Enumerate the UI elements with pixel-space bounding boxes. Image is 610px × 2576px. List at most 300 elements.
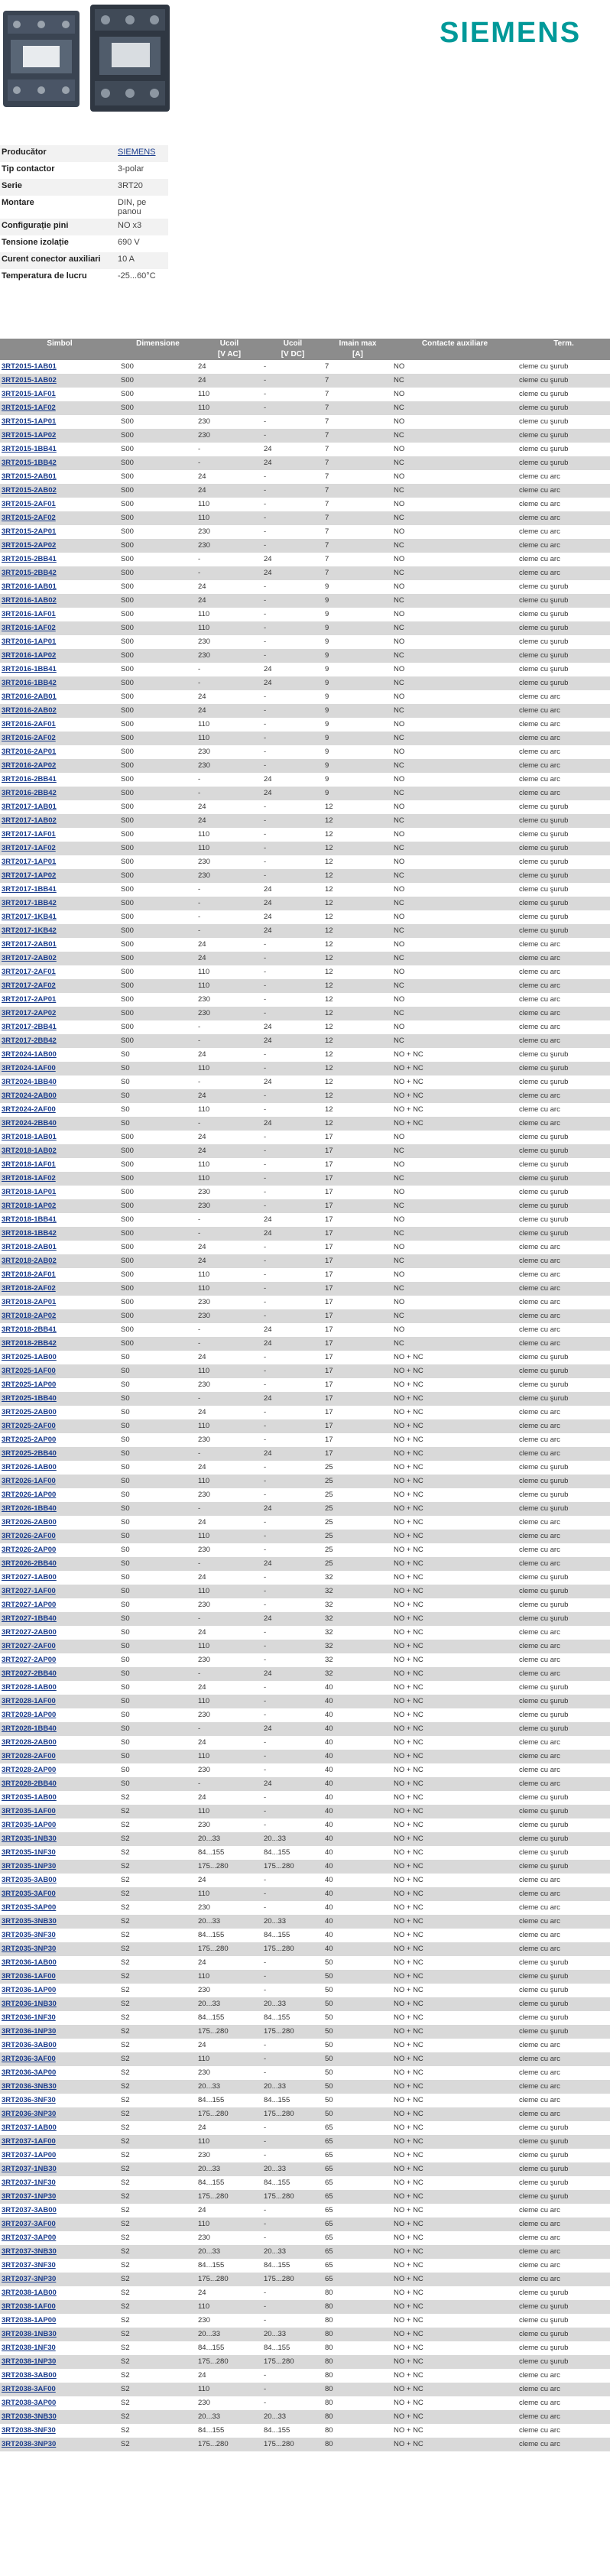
cell-ucoil-ac: 230	[196, 1199, 262, 1213]
cell-aux-contacts: NO	[392, 580, 518, 594]
cell-ucoil-ac: 230	[196, 1543, 262, 1557]
cell-imain: 40	[323, 1708, 392, 1722]
product-link[interactable]: 3RT2035-1NP30	[2, 1862, 57, 1870]
product-link[interactable]: 3RT2037-1NP30	[2, 2192, 57, 2201]
cell-symbol	[0, 1970, 119, 1984]
cell-terminal: cleme cu şurub	[518, 2286, 610, 2300]
table-row	[0, 1378, 610, 1392]
product-link[interactable]: 3RT2037-3NP30	[2, 2275, 57, 2283]
table-row	[0, 1034, 610, 1048]
product-link[interactable]: 3RT2028-2BB40	[2, 1780, 57, 1788]
product-link[interactable]: 3RT2015-2AP02	[2, 541, 57, 550]
cell-symbol	[0, 1048, 119, 1062]
cell-dimension: S2	[119, 2218, 196, 2231]
product-link[interactable]: 3RT2038-3AF00	[2, 2385, 56, 2393]
cell-symbol	[0, 1502, 119, 1516]
product-link[interactable]: 3RT2035-1NB30	[2, 1835, 57, 1843]
product-link[interactable]: 3RT2016-1AP01	[2, 638, 57, 646]
cell-imain: 17	[323, 1186, 392, 1199]
product-link[interactable]: 3RT2027-1BB40	[2, 1614, 57, 1623]
product-link[interactable]: 3RT2015-1AB01	[2, 362, 57, 371]
cell-ucoil-ac: 230	[196, 1901, 262, 1915]
cell-symbol	[0, 1268, 119, 1282]
cell-imain: 40	[323, 1681, 392, 1695]
product-link[interactable]: 3RT2016-1AF01	[2, 610, 56, 618]
cell-ucoil-ac: 110	[196, 965, 262, 979]
table-row	[0, 2080, 610, 2094]
product-link[interactable]: 3RT2015-2AF02	[2, 514, 56, 522]
product-link[interactable]: 3RT2017-2BB42	[2, 1037, 57, 1045]
product-link[interactable]: 3RT2037-1AF00	[2, 2137, 56, 2146]
cell-symbol	[0, 1997, 119, 2011]
cell-imain: 50	[323, 2107, 392, 2121]
cell-imain: 17	[323, 1213, 392, 1227]
cell-aux-contacts: NO + NC	[392, 1695, 518, 1708]
product-link[interactable]: 3RT2037-1NB30	[2, 2165, 57, 2173]
product-link[interactable]: 3RT2027-1AF00	[2, 1587, 56, 1595]
cell-ucoil-dc: -	[262, 1887, 323, 1901]
cell-symbol	[0, 1131, 119, 1144]
product-link[interactable]: 3RT2016-2AB02	[2, 706, 57, 715]
cell-symbol	[0, 2149, 119, 2162]
cell-imain: 25	[323, 1475, 392, 1488]
cell-terminal: cleme cu arc	[518, 1667, 610, 1681]
product-link[interactable]: 3RT2037-3AB00	[2, 2206, 57, 2214]
product-link[interactable]: 3RT2017-1BB41	[2, 885, 57, 894]
product-link[interactable]: 3RT2038-3NF30	[2, 2426, 56, 2435]
product-link[interactable]: 3RT2035-1AB00	[2, 1793, 57, 1802]
cell-imain: 32	[323, 1612, 392, 1626]
product-link[interactable]: 3RT2018-2BB41	[2, 1325, 57, 1334]
product-link[interactable]: 3RT2016-1AB01	[2, 582, 57, 591]
cell-dimension: S2	[119, 2355, 196, 2369]
product-link[interactable]: 3RT2024-2BB40	[2, 1119, 57, 1127]
cell-symbol	[0, 1475, 119, 1488]
cell-dimension: S00	[119, 979, 196, 993]
cell-imain: 32	[323, 1626, 392, 1640]
cell-ucoil-dc: 24	[262, 910, 323, 924]
product-link[interactable]: 3RT2026-1AB00	[2, 1463, 57, 1471]
cell-aux-contacts: NO + NC	[392, 2438, 518, 2451]
product-link[interactable]: 3RT2018-1AF02	[2, 1174, 56, 1183]
cell-ucoil-ac: 84...155	[196, 1846, 262, 1860]
cell-ucoil-ac: 24	[196, 1874, 262, 1887]
product-link[interactable]: 3RT2017-2AP02	[2, 1009, 57, 1017]
cell-symbol	[0, 938, 119, 952]
product-link[interactable]: 3RT2025-1AB00	[2, 1353, 57, 1361]
cell-symbol	[0, 1117, 119, 1131]
product-link[interactable]: 3RT2016-1BB41	[2, 665, 57, 673]
cell-ucoil-dc: 24	[262, 1777, 323, 1791]
product-link[interactable]: 3RT2035-3NB30	[2, 1917, 57, 1926]
cell-symbol	[0, 1585, 119, 1598]
product-link[interactable]: 3RT2015-1BB42	[2, 459, 57, 467]
product-link[interactable]: 3RT2037-1NF30	[2, 2179, 56, 2187]
cell-ucoil-ac: 175...280	[196, 2190, 262, 2204]
cell-dimension: S00	[119, 993, 196, 1007]
manufacturer-link[interactable]: SIEMENS	[118, 148, 156, 157]
product-link[interactable]: 3RT2016-2AF02	[2, 734, 56, 742]
cell-terminal: cleme cu arc	[518, 511, 610, 525]
product-link[interactable]: 3RT2016-2AF01	[2, 720, 56, 728]
product-link[interactable]: 3RT2038-1AB00	[2, 2289, 57, 2297]
product-link[interactable]: 3RT2016-2BB42	[2, 789, 57, 797]
cell-symbol	[0, 2328, 119, 2341]
cell-symbol	[0, 2300, 119, 2314]
cell-symbol	[0, 2259, 119, 2273]
cell-imain: 50	[323, 2080, 392, 2094]
cell-aux-contacts: NC	[392, 1144, 518, 1158]
product-link[interactable]: 3RT2038-1AP00	[2, 2316, 57, 2325]
cell-ucoil-dc: 84...155	[262, 2094, 323, 2107]
cell-aux-contacts: NO + NC	[392, 2025, 518, 2039]
product-link[interactable]: 3RT2017-2AF01	[2, 968, 56, 976]
product-link[interactable]: 3RT2018-1AP02	[2, 1202, 57, 1210]
product-link[interactable]: 3RT2028-2AP00	[2, 1766, 57, 1774]
product-link[interactable]: 3RT2026-2BB40	[2, 1559, 57, 1568]
cell-aux-contacts: NO + NC	[392, 2080, 518, 2094]
table-row	[0, 1475, 610, 1488]
cell-aux-contacts: NO + NC	[392, 1598, 518, 1612]
product-link[interactable]: 3RT2017-2AB01	[2, 940, 57, 949]
product-link[interactable]: 3RT2015-1AP02	[2, 431, 57, 440]
product-link[interactable]: 3RT2027-2AF00	[2, 1642, 56, 1650]
product-link[interactable]: 3RT2015-1AF02	[2, 404, 56, 412]
product-link[interactable]: 3RT2035-3NF30	[2, 1931, 56, 1939]
product-link[interactable]: 3RT2036-3NF30	[2, 2096, 56, 2104]
product-link[interactable]: 3RT2024-1BB40	[2, 1078, 57, 1086]
product-link[interactable]: 3RT2025-2AB00	[2, 1408, 57, 1416]
product-link[interactable]: 3RT2017-1AB02	[2, 816, 57, 825]
product-link[interactable]: 3RT2018-1AP01	[2, 1188, 57, 1196]
cell-symbol	[0, 1158, 119, 1172]
product-link[interactable]: 3RT2036-3AB00	[2, 2041, 57, 2049]
cell-imain: 17	[323, 1378, 392, 1392]
cell-ucoil-ac: 24	[196, 2286, 262, 2300]
cell-symbol	[0, 1186, 119, 1199]
product-link[interactable]: 3RT2038-1AF00	[2, 2302, 56, 2311]
product-link[interactable]: 3RT2025-1AF00	[2, 1367, 56, 1375]
product-link[interactable]: 3RT2038-3AB00	[2, 2371, 57, 2380]
cell-aux-contacts: NO	[392, 910, 518, 924]
table-row	[0, 2396, 610, 2410]
cell-terminal: cleme cu arc	[518, 1530, 610, 1543]
product-link[interactable]: 3RT2036-1AP00	[2, 1986, 57, 1994]
product-link[interactable]: 3RT2027-2BB40	[2, 1669, 57, 1678]
product-link[interactable]: 3RT2025-1AP00	[2, 1380, 57, 1389]
product-link[interactable]: 3RT2028-2AB00	[2, 1738, 57, 1747]
cell-ucoil-dc: -	[262, 1007, 323, 1020]
product-link[interactable]: 3RT2038-3NP30	[2, 2440, 57, 2448]
product-link[interactable]: 3RT2038-1NF30	[2, 2344, 56, 2352]
product-link[interactable]: 3RT2036-3AF00	[2, 2055, 56, 2063]
product-link[interactable]: 3RT2027-1AB00	[2, 1573, 57, 1582]
product-link[interactable]: 3RT2037-3AF00	[2, 2220, 56, 2228]
cell-terminal: cleme cu arc	[518, 2039, 610, 2052]
product-link[interactable]: 3RT2025-1BB40	[2, 1394, 57, 1403]
cell-symbol	[0, 1351, 119, 1364]
product-link[interactable]: 3RT2026-1AF00	[2, 1477, 56, 1485]
product-link[interactable]: 3RT2015-2AB02	[2, 486, 57, 495]
product-link[interactable]: 3RT2016-2AP02	[2, 761, 57, 770]
cell-symbol	[0, 2424, 119, 2438]
table-row	[0, 690, 610, 704]
cell-symbol	[0, 1075, 119, 1089]
product-link[interactable]: 3RT2017-1AP01	[2, 858, 57, 866]
cell-ucoil-ac: 175...280	[196, 2107, 262, 2121]
cell-ucoil-ac: -	[196, 1502, 262, 1516]
cell-dimension: S0	[119, 1667, 196, 1681]
cell-terminal: cleme cu şurub	[518, 869, 610, 883]
product-link[interactable]: 3RT2024-2AF00	[2, 1105, 56, 1114]
table-row	[0, 842, 610, 855]
product-link[interactable]: 3RT2038-3NB30	[2, 2412, 57, 2421]
cell-terminal: cleme cu arc	[518, 1282, 610, 1296]
product-link[interactable]: 3RT2026-1AP00	[2, 1491, 57, 1499]
product-link[interactable]: 3RT2015-1AF01	[2, 390, 56, 398]
cell-dimension: S00	[119, 910, 196, 924]
product-link[interactable]: 3RT2038-3AP00	[2, 2399, 57, 2407]
cell-ucoil-dc: -	[262, 1144, 323, 1158]
cell-terminal: cleme cu şurub	[518, 360, 610, 374]
product-link[interactable]: 3RT2036-3NB30	[2, 2082, 57, 2091]
cell-ucoil-dc: -	[262, 2066, 323, 2080]
product-link[interactable]: 3RT2018-1BB41	[2, 1215, 57, 1224]
product-link[interactable]: 3RT2018-1BB42	[2, 1229, 57, 1238]
cell-dimension: S2	[119, 1970, 196, 1984]
table-row	[0, 855, 610, 869]
table-row	[0, 1392, 610, 1406]
cell-aux-contacts: NO + NC	[392, 2396, 518, 2410]
cell-ucoil-ac: 24	[196, 2121, 262, 2135]
cell-ucoil-ac: 230	[196, 415, 262, 429]
product-link[interactable]: 3RT2018-1AB02	[2, 1147, 57, 1155]
cell-symbol	[0, 1874, 119, 1887]
cell-terminal: cleme cu arc	[518, 1543, 610, 1557]
product-link[interactable]: 3RT2017-1AF01	[2, 830, 56, 839]
table-row	[0, 1158, 610, 1172]
cell-dimension: S2	[119, 2286, 196, 2300]
product-link[interactable]: 3RT2035-3AP00	[2, 1903, 57, 1912]
table-row	[0, 553, 610, 566]
product-link[interactable]: 3RT2028-2AF00	[2, 1752, 56, 1760]
product-link[interactable]: 3RT2015-2AP01	[2, 527, 57, 536]
cell-dimension: S00	[119, 484, 196, 498]
cell-aux-contacts: NO + NC	[392, 2149, 518, 2162]
cell-dimension: S00	[119, 732, 196, 745]
product-link[interactable]: 3RT2028-1AP00	[2, 1711, 57, 1719]
product-link[interactable]: 3RT2015-2AB01	[2, 472, 57, 481]
product-link[interactable]: 3RT2028-1BB40	[2, 1724, 57, 1733]
cell-imain: 32	[323, 1585, 392, 1598]
cell-ucoil-dc: 20...33	[262, 2162, 323, 2176]
product-link[interactable]: 3RT2015-2BB42	[2, 569, 57, 577]
cell-ucoil-ac: -	[196, 1777, 262, 1791]
product-link[interactable]: 3RT2017-1KB41	[2, 913, 57, 921]
cell-ucoil-ac: 110	[196, 979, 262, 993]
product-link[interactable]: 3RT2028-1AF00	[2, 1697, 56, 1705]
cell-dimension: S00	[119, 1131, 196, 1144]
table-row	[0, 1364, 610, 1378]
cell-ucoil-ac: 230	[196, 1708, 262, 1722]
unit-cell	[518, 349, 610, 360]
product-link[interactable]: 3RT2016-1AB02	[2, 596, 57, 605]
product-link[interactable]: 3RT2026-2AB00	[2, 1518, 57, 1526]
cell-aux-contacts: NO + NC	[392, 1708, 518, 1722]
product-link[interactable]: 3RT2025-2BB40	[2, 1449, 57, 1458]
cell-aux-contacts: NC	[392, 869, 518, 883]
cell-ucoil-ac: 230	[196, 745, 262, 759]
table-row	[0, 869, 610, 883]
product-link[interactable]: 3RT2015-1AP01	[2, 417, 57, 426]
cell-terminal: cleme cu şurub	[518, 2314, 610, 2328]
table-row	[0, 2190, 610, 2204]
product-link[interactable]: 3RT2024-2AB00	[2, 1092, 57, 1100]
cell-imain: 65	[323, 2162, 392, 2176]
cell-ucoil-dc: 24	[262, 1020, 323, 1034]
table-row	[0, 594, 610, 608]
product-link[interactable]: 3RT2018-1AF01	[2, 1160, 56, 1169]
product-link[interactable]: 3RT2015-2AF01	[2, 500, 56, 508]
cell-symbol	[0, 1543, 119, 1557]
cell-aux-contacts: NO + NC	[392, 1530, 518, 1543]
cell-symbol	[0, 2341, 119, 2355]
product-link[interactable]: 3RT2018-2AF02	[2, 1284, 56, 1293]
product-link[interactable]: 3RT2035-1AF00	[2, 1807, 56, 1815]
product-link[interactable]: 3RT2016-1BB42	[2, 679, 57, 687]
product-link[interactable]: 3RT2016-2AP01	[2, 748, 57, 756]
cell-aux-contacts: NO + NC	[392, 1984, 518, 1997]
product-link[interactable]: 3RT2035-1NF30	[2, 1848, 56, 1857]
product-link[interactable]: 3RT2016-2BB41	[2, 775, 57, 784]
table-row	[0, 1433, 610, 1447]
product-link[interactable]: 3RT2026-2AF00	[2, 1532, 56, 1540]
cell-imain: 12	[323, 855, 392, 869]
table-row	[0, 718, 610, 732]
product-link[interactable]: 3RT2035-3AF00	[2, 1890, 56, 1898]
product-link[interactable]: 3RT2024-1AB00	[2, 1050, 57, 1059]
cell-dimension: S00	[119, 965, 196, 979]
product-link[interactable]: 3RT2036-1NP30	[2, 2027, 57, 2036]
table-row	[0, 1970, 610, 1984]
cell-ucoil-dc: 24	[262, 566, 323, 580]
product-link[interactable]: 3RT2027-1AP00	[2, 1601, 57, 1609]
cell-terminal: cleme cu şurub	[518, 401, 610, 415]
product-link[interactable]: 3RT2017-1AP02	[2, 871, 57, 880]
product-link[interactable]: 3RT2015-2BB41	[2, 555, 57, 563]
cell-imain: 65	[323, 2273, 392, 2286]
product-link[interactable]: 3RT2025-2AF00	[2, 1422, 56, 1430]
product-link[interactable]: 3RT2036-1AF00	[2, 1972, 56, 1981]
product-link[interactable]: 3RT2018-2AF01	[2, 1270, 56, 1279]
product-link[interactable]: 3RT2024-1AF00	[2, 1064, 56, 1072]
cell-dimension: S0	[119, 1626, 196, 1640]
product-link[interactable]: 3RT2038-1NP30	[2, 2357, 57, 2366]
product-link[interactable]: 3RT2037-1AP00	[2, 2151, 57, 2159]
product-link[interactable]: 3RT2037-1AB00	[2, 2123, 57, 2132]
cell-terminal: cleme cu şurub	[518, 663, 610, 676]
product-link[interactable]: 3RT2016-1AF02	[2, 624, 56, 632]
cell-imain: 7	[323, 511, 392, 525]
product-link[interactable]: 3RT2015-1AB02	[2, 376, 57, 384]
product-link[interactable]: 3RT2036-3NP30	[2, 2110, 57, 2118]
product-link[interactable]: 3RT2017-2AF02	[2, 981, 56, 990]
cell-dimension: S00	[119, 814, 196, 828]
product-link[interactable]: 3RT2017-1KB42	[2, 926, 57, 935]
cell-imain: 50	[323, 1956, 392, 1970]
cell-symbol	[0, 1172, 119, 1186]
product-link[interactable]: 3RT2036-1AB00	[2, 1958, 57, 1967]
product-link[interactable]: 3RT2017-1AF02	[2, 844, 56, 852]
cell-terminal: cleme cu şurub	[518, 2025, 610, 2039]
product-link[interactable]: 3RT2026-1BB40	[2, 1504, 57, 1513]
product-link[interactable]: 3RT2018-2AB01	[2, 1243, 57, 1251]
product-link[interactable]: 3RT2026-2AP00	[2, 1546, 57, 1554]
cell-symbol	[0, 1887, 119, 1901]
cell-imain: 12	[323, 1103, 392, 1117]
cell-ucoil-ac: 175...280	[196, 2273, 262, 2286]
product-link[interactable]: 3RT2015-1BB41	[2, 445, 57, 453]
cell-ucoil-dc: -	[262, 1419, 323, 1433]
product-link[interactable]: 3RT2017-1BB42	[2, 899, 57, 907]
table-row	[0, 1309, 610, 1323]
cell-terminal: cleme cu şurub	[518, 1158, 610, 1172]
cell-imain: 25	[323, 1530, 392, 1543]
product-link[interactable]: 3RT2018-2AP01	[2, 1298, 57, 1306]
product-link[interactable]: 3RT2017-2AB02	[2, 954, 57, 962]
product-link[interactable]: 3RT2018-2BB42	[2, 1339, 57, 1348]
product-link[interactable]: 3RT2018-1AB01	[2, 1133, 57, 1141]
cell-ucoil-ac: 110	[196, 1640, 262, 1653]
cell-terminal: cleme cu şurub	[518, 1364, 610, 1378]
cell-symbol	[0, 1419, 119, 1433]
product-link[interactable]: 3RT2017-2AP01	[2, 995, 57, 1004]
cell-aux-contacts: NC	[392, 511, 518, 525]
product-link[interactable]: 3RT2037-3AP00	[2, 2234, 57, 2242]
product-link[interactable]: 3RT2035-1AP00	[2, 1821, 57, 1829]
cell-ucoil-dc: -	[262, 1048, 323, 1062]
product-link[interactable]: 3RT2037-3NF30	[2, 2261, 56, 2269]
product-link[interactable]: 3RT2035-3NP30	[2, 1945, 57, 1953]
product-link[interactable]: 3RT2018-2AP02	[2, 1312, 57, 1320]
product-link[interactable]: 3RT2035-3AB00	[2, 1876, 57, 1884]
product-link[interactable]: 3RT2018-2AB02	[2, 1257, 57, 1265]
product-link[interactable]: 3RT2036-1NB30	[2, 2000, 57, 2008]
product-link[interactable]: 3RT2017-2BB41	[2, 1023, 57, 1031]
cell-symbol	[0, 814, 119, 828]
product-link[interactable]: 3RT2027-2AB00	[2, 1628, 57, 1637]
product-link[interactable]: 3RT2036-1NF30	[2, 2013, 56, 2022]
cell-ucoil-dc: 24	[262, 1117, 323, 1131]
product-link[interactable]: 3RT2025-2AP00	[2, 1436, 57, 1444]
product-link[interactable]: 3RT2016-1AP02	[2, 651, 57, 660]
product-link[interactable]: 3RT2036-3AP00	[2, 2068, 57, 2077]
product-link[interactable]: 3RT2016-2AB01	[2, 693, 57, 701]
cell-symbol	[0, 374, 119, 388]
product-link[interactable]: 3RT2017-1AB01	[2, 803, 57, 811]
cell-ucoil-dc: 20...33	[262, 1915, 323, 1929]
cell-ucoil-ac: 230	[196, 2231, 262, 2245]
spec-row	[0, 269, 168, 286]
cell-dimension: S00	[119, 553, 196, 566]
cell-symbol	[0, 787, 119, 800]
product-link[interactable]: 3RT2037-3NB30	[2, 2247, 57, 2256]
cell-aux-contacts: NO + NC	[392, 2218, 518, 2231]
cell-dimension: S2	[119, 2080, 196, 2094]
product-link[interactable]: 3RT2028-1AB00	[2, 1683, 57, 1692]
product-link[interactable]: 3RT2027-2AP00	[2, 1656, 57, 1664]
product-link[interactable]: 3RT2038-1NB30	[2, 2330, 57, 2338]
